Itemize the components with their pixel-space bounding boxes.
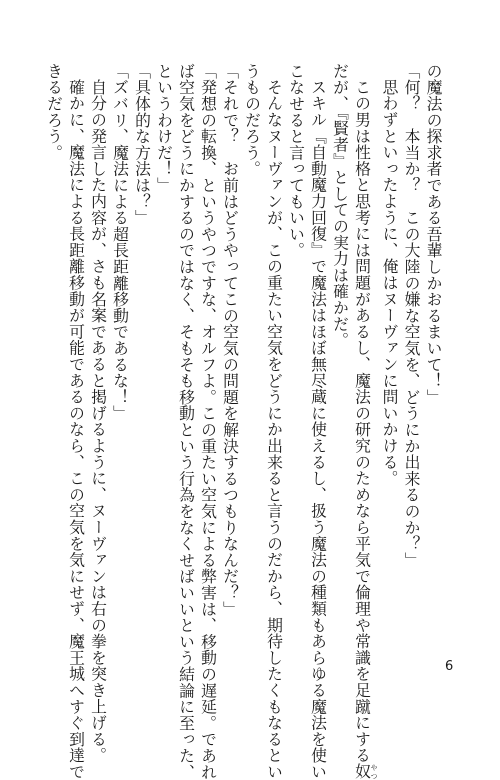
text-line — [351, 63, 379, 780]
page-number: 6 — [445, 659, 454, 674]
text-line-content: の魔法の探求者である吾輩しかおるまいて！」 — [424, 63, 443, 406]
text-line — [65, 63, 87, 780]
text-line — [329, 63, 351, 649]
ruby-annotation: 奴やつ — [352, 763, 378, 780]
text-line — [263, 63, 285, 780]
text-line — [378, 63, 400, 649]
text-line — [197, 63, 219, 780]
text-line-content: 「ズバリ、魔法による超長距離移動であるな！」 — [110, 63, 130, 422]
text-line — [153, 63, 175, 649]
text-line-content: きるだろう。 — [44, 63, 64, 161]
text-line — [109, 63, 131, 649]
text-line-content: 「発想の転換、というやつですな、オルフよ。この重たい空気による弊害は、移動の遅延。であれ — [198, 63, 218, 780]
text-line — [285, 63, 307, 649]
text-line — [400, 63, 422, 649]
text-line — [87, 63, 109, 764]
text-line-content: うものだろう。 — [242, 63, 262, 178]
text-line — [219, 63, 241, 649]
text-line-content: この男は性格と思考には問題があるし、魔法の研究のためなら平気で倫理や常識を足蹴にする — [352, 78, 372, 764]
text-line-content: というわけだ！」 — [154, 63, 174, 194]
text-line-content: 確かに、魔法による長距離移動が可能であるのなら、この空気を気にせず、魔王城へすぐ到達で — [66, 78, 86, 780]
text-line — [422, 63, 444, 649]
text-line — [175, 63, 197, 780]
text-line-content: そんなヌーヴァンが、この重たい空気をどうにか出来ると言うのだから、期待したくもなるとい — [264, 78, 284, 780]
text-line-content: 「具体的な方法は？」 — [132, 63, 152, 226]
text-line — [241, 63, 263, 649]
text-line-content: 自分の発言した内容が、さも名案であると掲げるように、ヌーヴァンは右の拳を突き上げる。 — [88, 78, 108, 764]
text-line-content: スキル『自動魔力回復』で魔法はほぼ無尽蔵に使えるし、扱う魔法の種類もあらゆる魔法を使い — [308, 78, 328, 780]
text-line — [307, 63, 329, 780]
text-line — [43, 63, 65, 649]
text-line-content: 「それで？ お前はどうやってこの空気の問題を解決するつもりなんだ？」 — [220, 63, 240, 618]
text-line-content: だが、『賢者』としての実力は確かだ。 — [330, 63, 350, 349]
text-line-content: 「何？ 本当か？ この大陸の嫌な空気を、どうにか出来るのか？」 — [402, 63, 421, 569]
text-line-content: ば空気をどうにかするのではなく、そもそも移動という行為をなくせばいいという結論に至った、 — [176, 63, 196, 780]
text-line-content: 思わずといったように、俺はヌーヴァンに問いかける。 — [380, 78, 399, 487]
vertical-text-body — [44, 63, 444, 780]
text-line-content: こなせると言ってもいい。 — [286, 63, 306, 259]
text-line — [131, 63, 153, 649]
